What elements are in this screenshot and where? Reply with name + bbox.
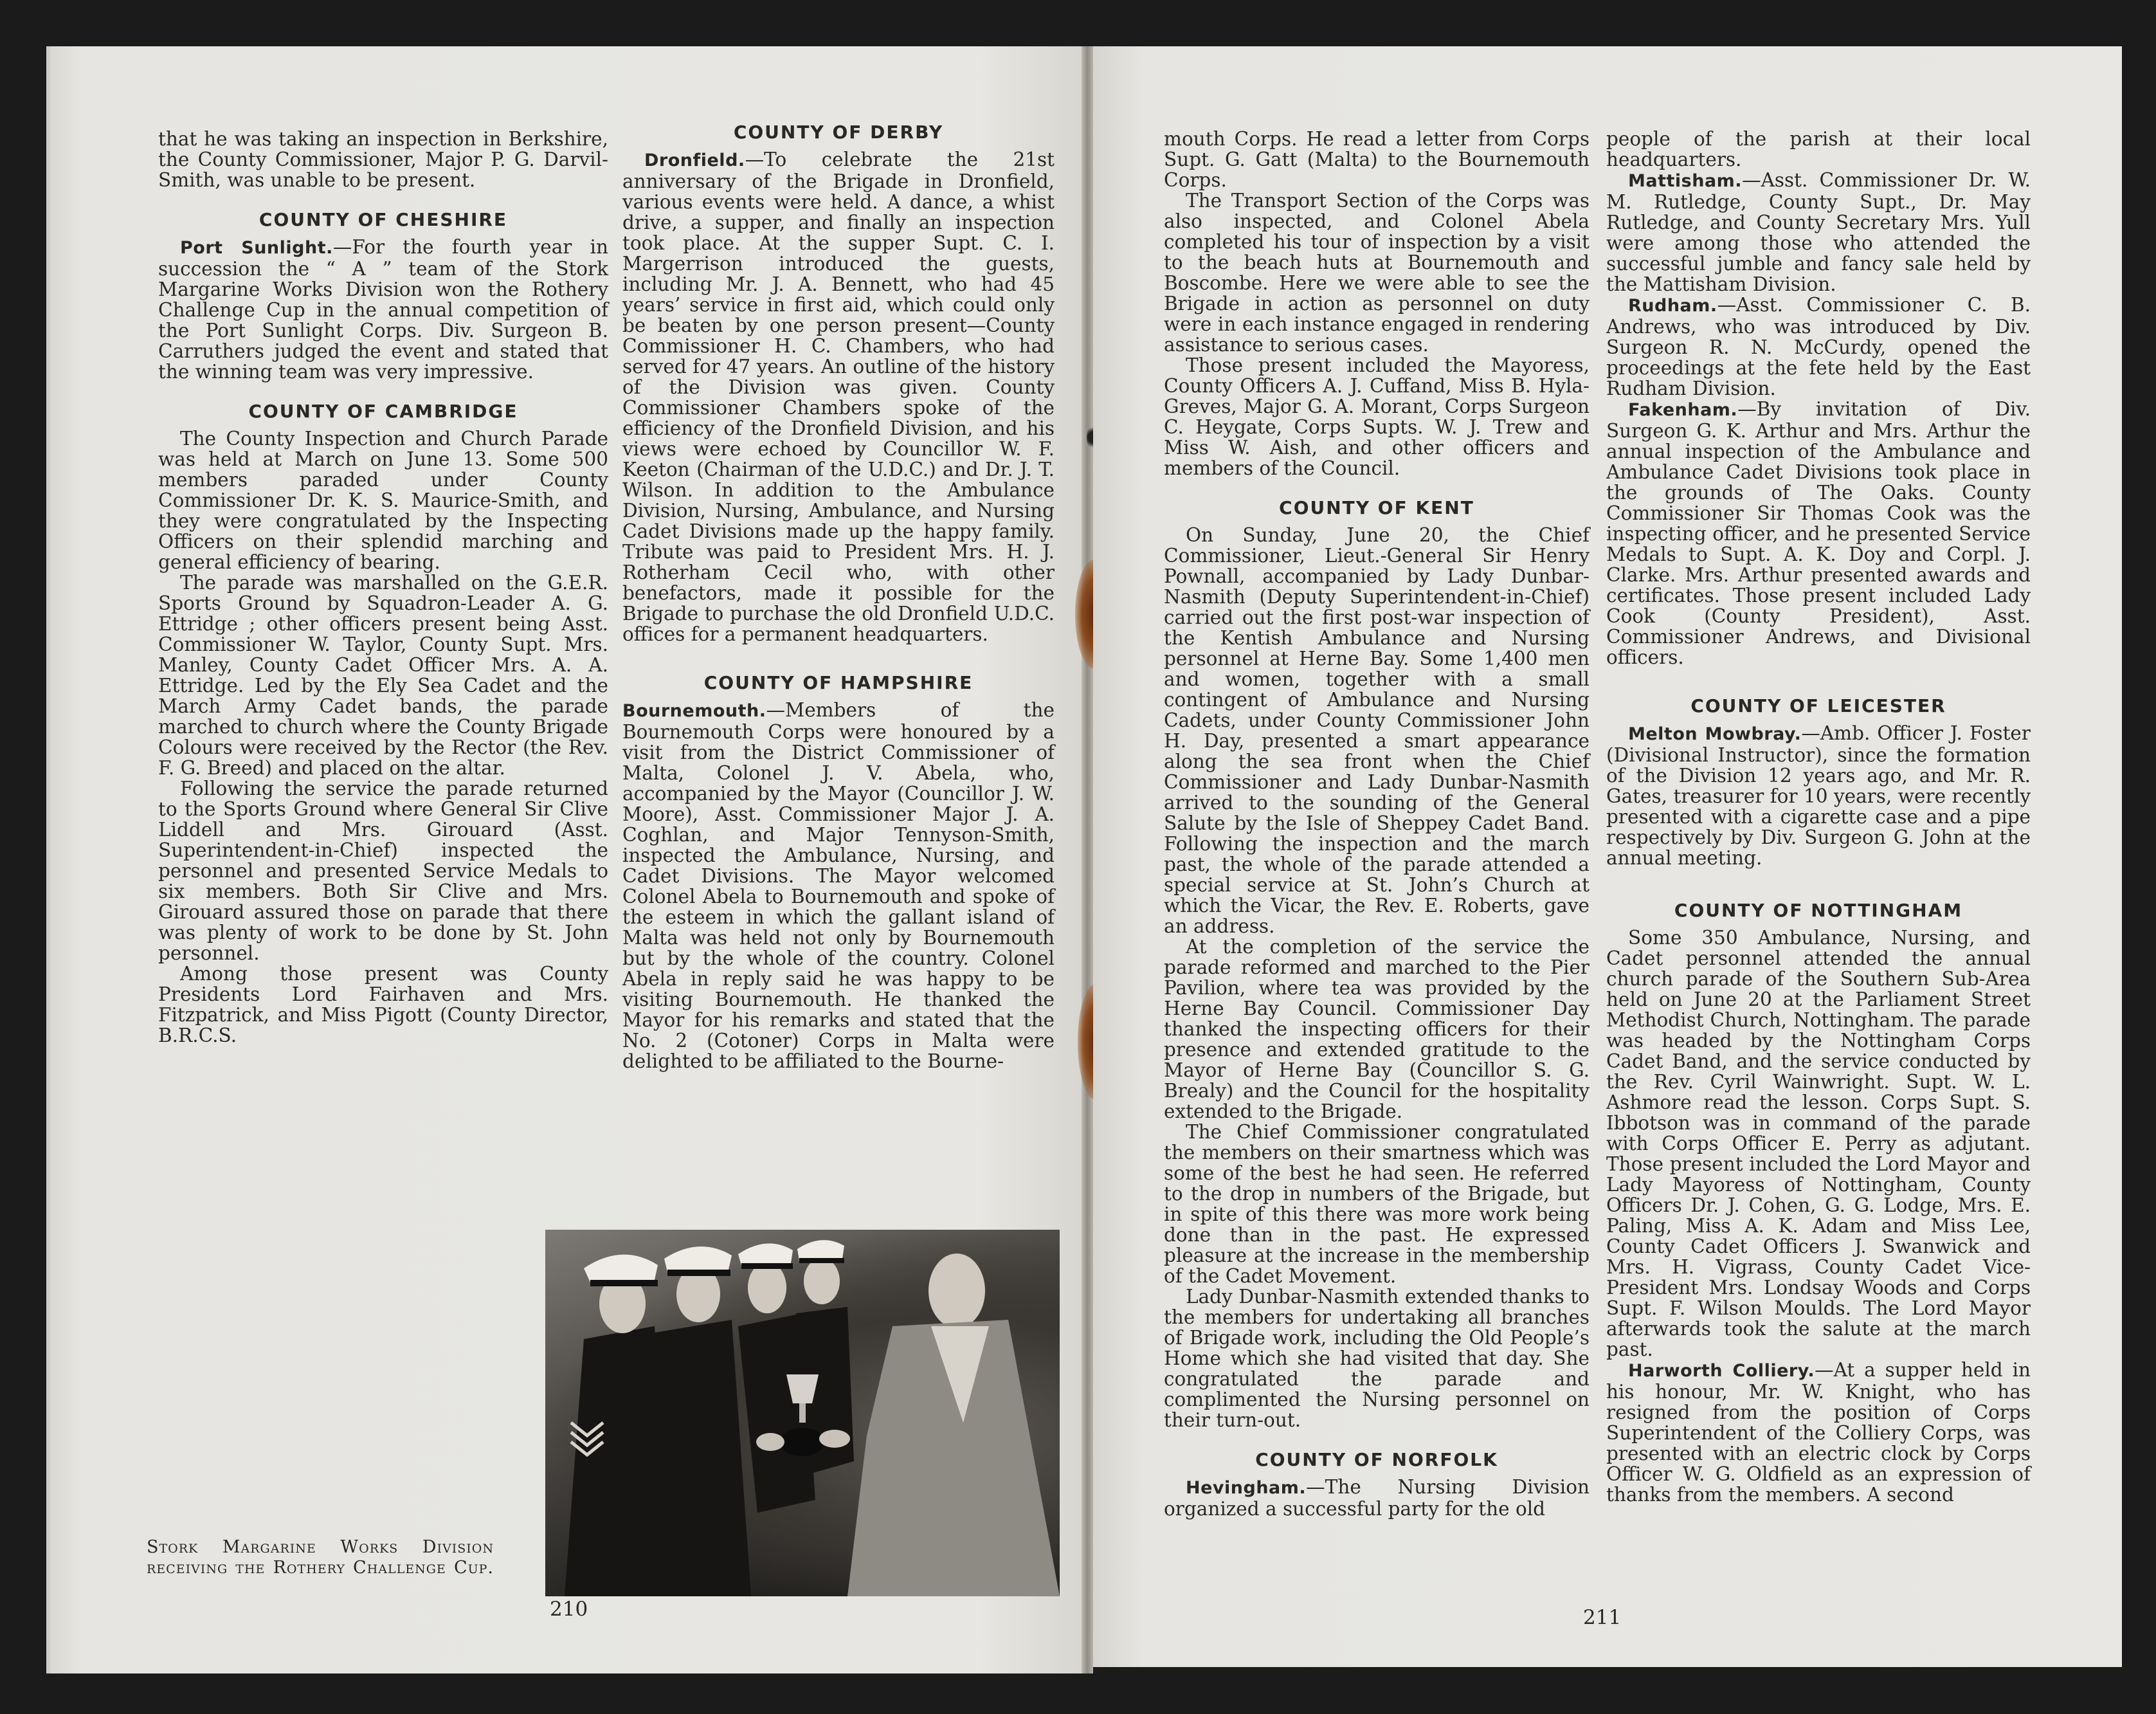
place-rudham: Rudham. xyxy=(1628,296,1717,316)
kent-paragraph-2: At the completion of the service the parade reformed and marched to the Pier Pavilion, where tea was provided by the Herne Bay Council. Commissioner Day thanked the inspecting officers for their presence and extended gratitude to the Mayor of Herne Bay (Councillor S. G. Brealy) and the Council for the hospitality extended to the Brigade. xyxy=(1164,936,1590,1122)
rudham-paragraph: —Asst. Commissioner C. B. Andrews, who was introduced by Div. Surgeon R. N. McCurdy, opened the proceedings at the fete held by the East Rudham Division. xyxy=(1606,294,2031,399)
kent-paragraph-3: The Chief Commissioner congratulated the members on their smartness which was some of the best he had seen. He referred to the drop in numbers of the Brigade, but in spite of this there was more work being done than in the past. He expressed pleasure at the increase in the membership of the Cadet Movement. xyxy=(1164,1121,1590,1287)
place-bournemouth: Bournemouth. xyxy=(622,701,766,721)
cheshire-paragraph: —For the fourth year in succession the “ A ” team of the Stork Margarine Works Division won the Rothery Challenge Cup in the annual competition of the Port Sunlight Corps. Div. Surgeon B. Carruthers judged the event and stated that the winning team was very impressive. xyxy=(158,236,608,383)
right-page xyxy=(1093,46,2122,1667)
cup-presentation-photo xyxy=(545,1230,1060,1596)
left-column-1 xyxy=(158,129,608,1046)
heading-cheshire: COUNTY OF CHESHIRE xyxy=(258,209,508,230)
heading-norfolk: COUNTY OF NORFOLK xyxy=(1255,1449,1498,1470)
bournemouth-paragraph-3: Those present included the Mayoress, County Officers A. J. Cuffand, Miss B. Hyla-Greves, Major G. A. Morant, Corps Surgeon C. Heygate, Corps Supts. W. J. Trew and Miss W. Aish, and other officers and members of the Council. xyxy=(1164,354,1590,479)
bournemouth-paragraph-2: The Transport Section of the Corps was also inspected, and Colonel Abela completed his tour of inspection by a visit to the beach huts at Bournemouth and Boscombe. Here we were able to see the Brigade in action as personnel on duty were in each instance engaged in rendering assistance to serious cases. xyxy=(1164,190,1590,356)
fakenham-paragraph: —By invitation of Div. Surgeon G. K. Arthur and Mrs. Arthur the annual inspection of the Ambulance and Ambulance Cadet Divisions took place in the grounds of The Oaks. County Commissioner Sir Thomas Cook was the inspecting officer, and he presented Service Medals to Supt. A. K. Doy and Corpl. J. Clarke. Mrs. Arthur presented awards and certificates. Those present included Lady Cook (County President), Asst. Commissioner Andrews, and Divisional officers. xyxy=(1606,398,2031,668)
heading-hampshire: COUNTY OF HAMPSHIRE xyxy=(703,672,974,693)
heading-leicester: COUNTY OF LEICESTER xyxy=(1690,695,1946,716)
heading-kent: COUNTY OF KENT xyxy=(1279,497,1474,518)
place-port-sunlight: Port Sunlight. xyxy=(180,238,333,258)
heading-nottingham: COUNTY OF NOTTINGHAM xyxy=(1674,900,1963,921)
left-column-2 xyxy=(622,122,1055,1071)
right-column-2 xyxy=(1606,129,2031,1505)
heading-cambridge: COUNTY OF CAMBRIDGE xyxy=(248,401,518,422)
place-fakenham: Fakenham. xyxy=(1628,400,1738,420)
kent-paragraph-1: On Sunday, June 20, the Chief Commissioner, Lieut.-General Sir Henry Pownall, accompanied by Lady Dunbar-Nasmith (Deputy Superintendent-in-Chief) carried out the first post-war inspection of the Kentish Ambulance and Nursing personnel at Herne Bay. Some 1,400 men and women, together with a small contingent of Ambulance and Nursing Cadets, under County Commissioner John H. Day, presented a smart appearance along the sea front when the Chief Commissioner and Lady Dunbar-Nasmith arrived to the sounding of the General Salute by the Isle of Sheppey Cadet Band. Following the inspection and the march past, the whole of the parade attended a special service at St. John’s Church at which the Vicar, the Rev. E. Roberts, gave an address. xyxy=(1164,524,1590,937)
hampshire-paragraph: —Members of the Bournemouth Corps were honoured by a visit from the District Commissioner of Malta, Colonel J. V. Abela, who, accompanied by the Mayor (Councillor J. W. Moore), Asst. Commissioner Major J. A. Coghlan, and Major Tennyson-Smith, inspected the Ambulance, Nursing, and Cadet Divisions. The Mayor welcomed Colonel Abela to Bournemouth and spoke of the esteem in which the gallant island of Malta was held not only by Bournemouth but by the whole of the country. Colonel Abela in reply said he was happy to be visiting Bournemouth. He thanked the Mayor for his remarks and stated that the No. 2 (Cotoner) Corps in Malta were delighted to be affiliated to the Bourne- xyxy=(622,699,1055,1072)
cambridge-paragraph-4: Among those present was County Presidents Lord Fairhaven and Mrs. Fitzpatrick, and Miss Pigott (County Director, B.R.C.S. xyxy=(158,963,608,1046)
book-gutter xyxy=(1082,46,1093,1673)
cambridge-paragraph-3: Following the service the parade returned to the Sports Ground where General Sir Clive Liddell and Mrs. Girouard (Asst. Superintendent-in-Chief) inspected the personnel and presented Service Medals to six members. Both Sir Clive and Mrs. Girouard assured those on parade that there was plenty of work to be done by St. John personnel. xyxy=(158,778,608,964)
place-mattisham: Mattisham. xyxy=(1628,171,1743,191)
continued-paragraph: people of the parish at their local headquarters. xyxy=(1606,128,2031,170)
heading-derby: COUNTY OF DERBY xyxy=(733,122,944,143)
place-harworth-colliery: Harworth Colliery. xyxy=(1628,1361,1815,1381)
mattisham-paragraph: —Asst. Commissioner Dr. W. M. Rutledge, County Supt., Dr. May Rutledge, and County Secretary Mrs. Yull were among those who attended the successful jumble and fancy sale held by the Mattisham Division. xyxy=(1606,169,2031,295)
page-number-left: 210 xyxy=(550,1598,588,1621)
place-melton-mowbray: Melton Mowbray. xyxy=(1628,724,1802,744)
photo-caption: Stork Margarine Works Division receiving the Rothery Challenge Cup. xyxy=(147,1537,494,1578)
right-column-1 xyxy=(1164,129,1590,1519)
place-hevingham: Hevingham. xyxy=(1186,1478,1307,1498)
norfolk-paragraph: —The Nursing Division organized a successful party for the old xyxy=(1164,1476,1590,1520)
photo-figures xyxy=(545,1230,1060,1596)
continued-paragraph: mouth Corps. He read a letter from Corps Supt. G. Gatt (Malta) to the Bournemouth Corps. xyxy=(1164,128,1590,191)
left-page xyxy=(46,46,1082,1673)
page-number-right: 211 xyxy=(1583,1606,1622,1629)
kent-paragraph-4: Lady Dunbar-Nasmith extended thanks to the members for undertaking all branches of Brigade work, including the Old People’s Home which she had visited that day. She congratulated the parade and complimented the Nursing personnel on their turn-out. xyxy=(1164,1286,1590,1431)
cambridge-paragraph-2: The parade was marshalled on the G.E.R. Sports Ground by Squadron-Leader A. G. Ettridge ; other officers present being Asst. Commissioner W. Taylor, County Supt. Mrs. Manley, County Cadet Officer Mrs. A. A. Ettridge. Led by the Ely Sea Cadet and the March Army Cadet bands, the parade marched to church where the County Brigade Colours were received by the Rector (the Rev. F. G. Breed) and placed on the altar. xyxy=(158,572,608,779)
continued-paragraph: that he was taking an inspection in Berkshire, the County Commissioner, Major P. G. Darvil-Smith, was unable to be present. xyxy=(158,128,608,191)
melton-paragraph: —Amb. Officer J. Foster (Divisional Instructor), since the formation of the Division 12 years ago, and Mr. R. Gates, treasurer for 10 years, were recently presented with a cigarette case and a pipe respectively by Div. Surgeon G. John at the annual meeting. xyxy=(1606,722,2031,869)
cambridge-paragraph-1: The County Inspection and Church Parade was held at March on June 13. Some 500 members paraded under County Commissioner Dr. K. S. Maurice-Smith, and they were congratulated by the Inspecting Officers on their splendid marching and general efficiency of bearing. xyxy=(158,428,608,573)
place-dronfield: Dronfield. xyxy=(644,150,745,170)
harworth-paragraph: —At a supper held in his honour, Mr. W. Knight, who has resigned from the position of Corps Superintendent of the Colliery Corps, was presented with an electric clock by Corps Officer W. G. Oldfield as an expression of thanks from the members. A second xyxy=(1606,1359,2031,1506)
nottingham-paragraph: Some 350 Ambulance, Nursing, and Cadet personnel attended the annual church parade of the Southern Sub-Area held on June 20 at the Parliament Street Methodist Church, Nottingham. The parade was headed by the Nottingham Corps Cadet Band, and the service conducted by the Rev. Cyril Wainwright. Supt. W. L. Ashmore read the lesson. Corps Supt. S. Ibbotson was in command of the parade with Corps Officer E. Perry as adjutant. Those present included the Lord Mayor and Lady Mayoress of Nottingham, County Officers Dr. J. Cohen, G. G. Lodge, Mrs. E. Paling, Miss A. K. Adam and Miss Lee, County Cadet Officers J. Swanwick and Mrs. H. Vigrass, County Cadet Vice-President Mrs. Londsay Woods and Corps Supt. F. Wilson Moulds. The Lord Mayor afterwards took the salute at the march past. xyxy=(1606,927,2031,1360)
derby-paragraph: —To celebrate the 21st anniversary of the Brigade in Dronfield, various events were held. A dance, a whist drive, a supper, and finally an inspection took place. At the supper Supt. C. I. Margerrison introduced the guests, including Mr. J. A. Bennett, who had 45 years’ service in first aid, which could only be beaten by one person present—County Commissioner H. C. Chambers, who had served for 47 years. An outline of the history of the Division was given. County Commissioner Chambers spoke of the efficiency of the Dronfield Division, and his views were echoed by Councillor W. F. Keeton (Chairman of the U.D.C.) and Dr. J. T. Wilson. In addition to the Ambulance Division, Nursing, Ambulance, and Nursing Cadet Divisions made up the happy family. Tribute was paid to President Mrs. H. J. Rotherham Cecil who, with other benefactors, made it possible for the Brigade to purchase the old Dronfield U.D.C. offices for a permanent headquarters. xyxy=(622,149,1055,645)
